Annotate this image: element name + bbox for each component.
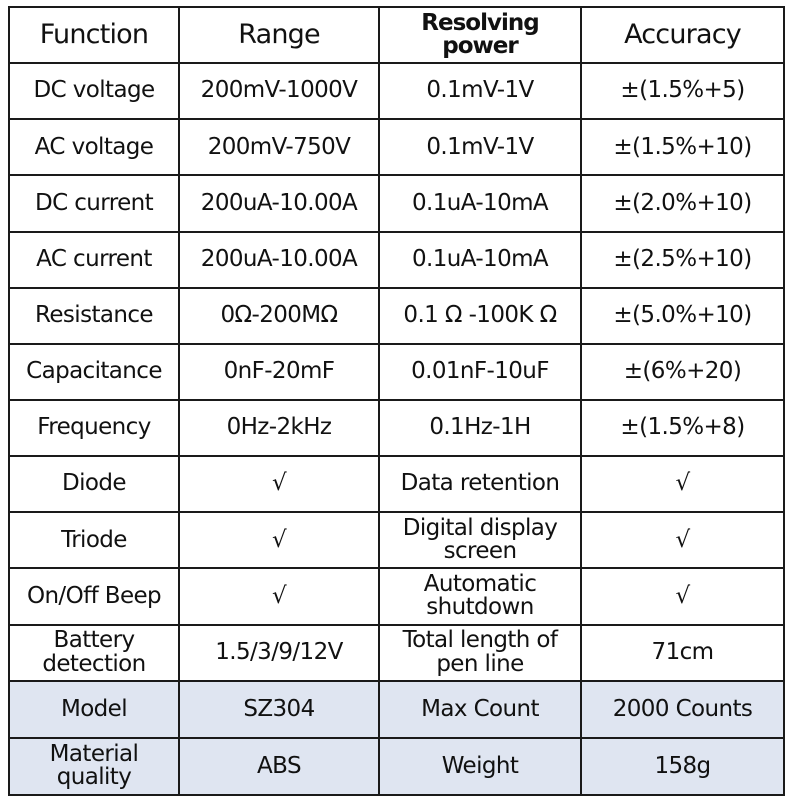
check-mark: √: [179, 456, 379, 512]
cell-accuracy: ±(1.5%+10): [581, 119, 784, 175]
cell-accuracy: ±(1.5%+8): [581, 400, 784, 456]
table-row: [9, 400, 784, 456]
cell-function: DC current: [9, 175, 179, 231]
cell-resolving-power: 0.1mV-1V: [379, 119, 581, 175]
cell-value: 158g: [581, 738, 784, 795]
table-row: [9, 119, 784, 175]
table-row: [9, 456, 784, 512]
cell-resolving-power: 0.01nF-10uF: [379, 344, 581, 400]
cell-feature: Automatic shutdown: [379, 568, 581, 624]
cell-range: 1.5/3/9/12V: [179, 625, 379, 681]
cell-feature: Data retention: [379, 456, 581, 512]
cell-label: Max Count: [379, 681, 581, 738]
cell-function: Battery detection: [9, 625, 179, 681]
cell-range: 200uA-10.00A: [179, 232, 379, 288]
cell-range: 0Hz-2kHz: [179, 400, 379, 456]
cell-range: 0nF-20mF: [179, 344, 379, 400]
cell-function: Capacitance: [9, 344, 179, 400]
cell-function: DC voltage: [9, 63, 179, 119]
check-mark: √: [581, 512, 784, 568]
cell-resolving-power: 0.1uA-10mA: [379, 232, 581, 288]
cell-label: Material quality: [9, 738, 179, 795]
table-row: [9, 681, 784, 738]
spec-table: [8, 6, 785, 796]
cell-accuracy: ±(2.5%+10): [581, 232, 784, 288]
cell-resolving-power: 0.1 Ω -100K Ω: [379, 288, 581, 344]
table-row: [9, 175, 784, 231]
cell-label: Model: [9, 681, 179, 738]
header-resolving-power: Resolving power: [379, 7, 581, 63]
cell-range: 0Ω-200MΩ: [179, 288, 379, 344]
table-row: [9, 738, 784, 795]
cell-accuracy: ±(1.5%+5): [581, 63, 784, 119]
cell-accuracy: ±(6%+20): [581, 344, 784, 400]
header-range: Range: [179, 7, 379, 63]
cell-range: 200mV-750V: [179, 119, 379, 175]
cell-function: AC voltage: [9, 119, 179, 175]
cell-resolving-power: 0.1Hz-1H: [379, 400, 581, 456]
cell-function: Frequency: [9, 400, 179, 456]
cell-feature: Total length of pen line: [379, 625, 581, 681]
check-mark: √: [581, 456, 784, 512]
table-row: [9, 288, 784, 344]
cell-range: 200mV-1000V: [179, 63, 379, 119]
cell-accuracy: ±(5.0%+10): [581, 288, 784, 344]
cell-label: Weight: [379, 738, 581, 795]
header-function: Function: [9, 7, 179, 63]
table-row: [9, 344, 784, 400]
cell-feature: Digital display screen: [379, 512, 581, 568]
cell-resolving-power: 0.1mV-1V: [379, 63, 581, 119]
cell-value: 71cm: [581, 625, 784, 681]
table-row: [9, 512, 784, 568]
check-mark: √: [179, 512, 379, 568]
header-accuracy: Accuracy: [581, 7, 784, 63]
check-mark: √: [179, 568, 379, 624]
cell-value: ABS: [179, 738, 379, 795]
check-mark: √: [581, 568, 784, 624]
cell-function: Triode: [9, 512, 179, 568]
cell-function: Diode: [9, 456, 179, 512]
cell-function: Resistance: [9, 288, 179, 344]
table-row: [9, 625, 784, 681]
cell-value: 2000 Counts: [581, 681, 784, 738]
cell-resolving-power: 0.1uA-10mA: [379, 175, 581, 231]
table-row: [9, 232, 784, 288]
table-row: [9, 568, 784, 624]
cell-range: 200uA-10.00A: [179, 175, 379, 231]
cell-function: AC current: [9, 232, 179, 288]
cell-value: SZ304: [179, 681, 379, 738]
cell-accuracy: ±(2.0%+10): [581, 175, 784, 231]
table-header-row: [9, 7, 784, 63]
table-row: [9, 63, 784, 119]
cell-function: On/Off Beep: [9, 568, 179, 624]
